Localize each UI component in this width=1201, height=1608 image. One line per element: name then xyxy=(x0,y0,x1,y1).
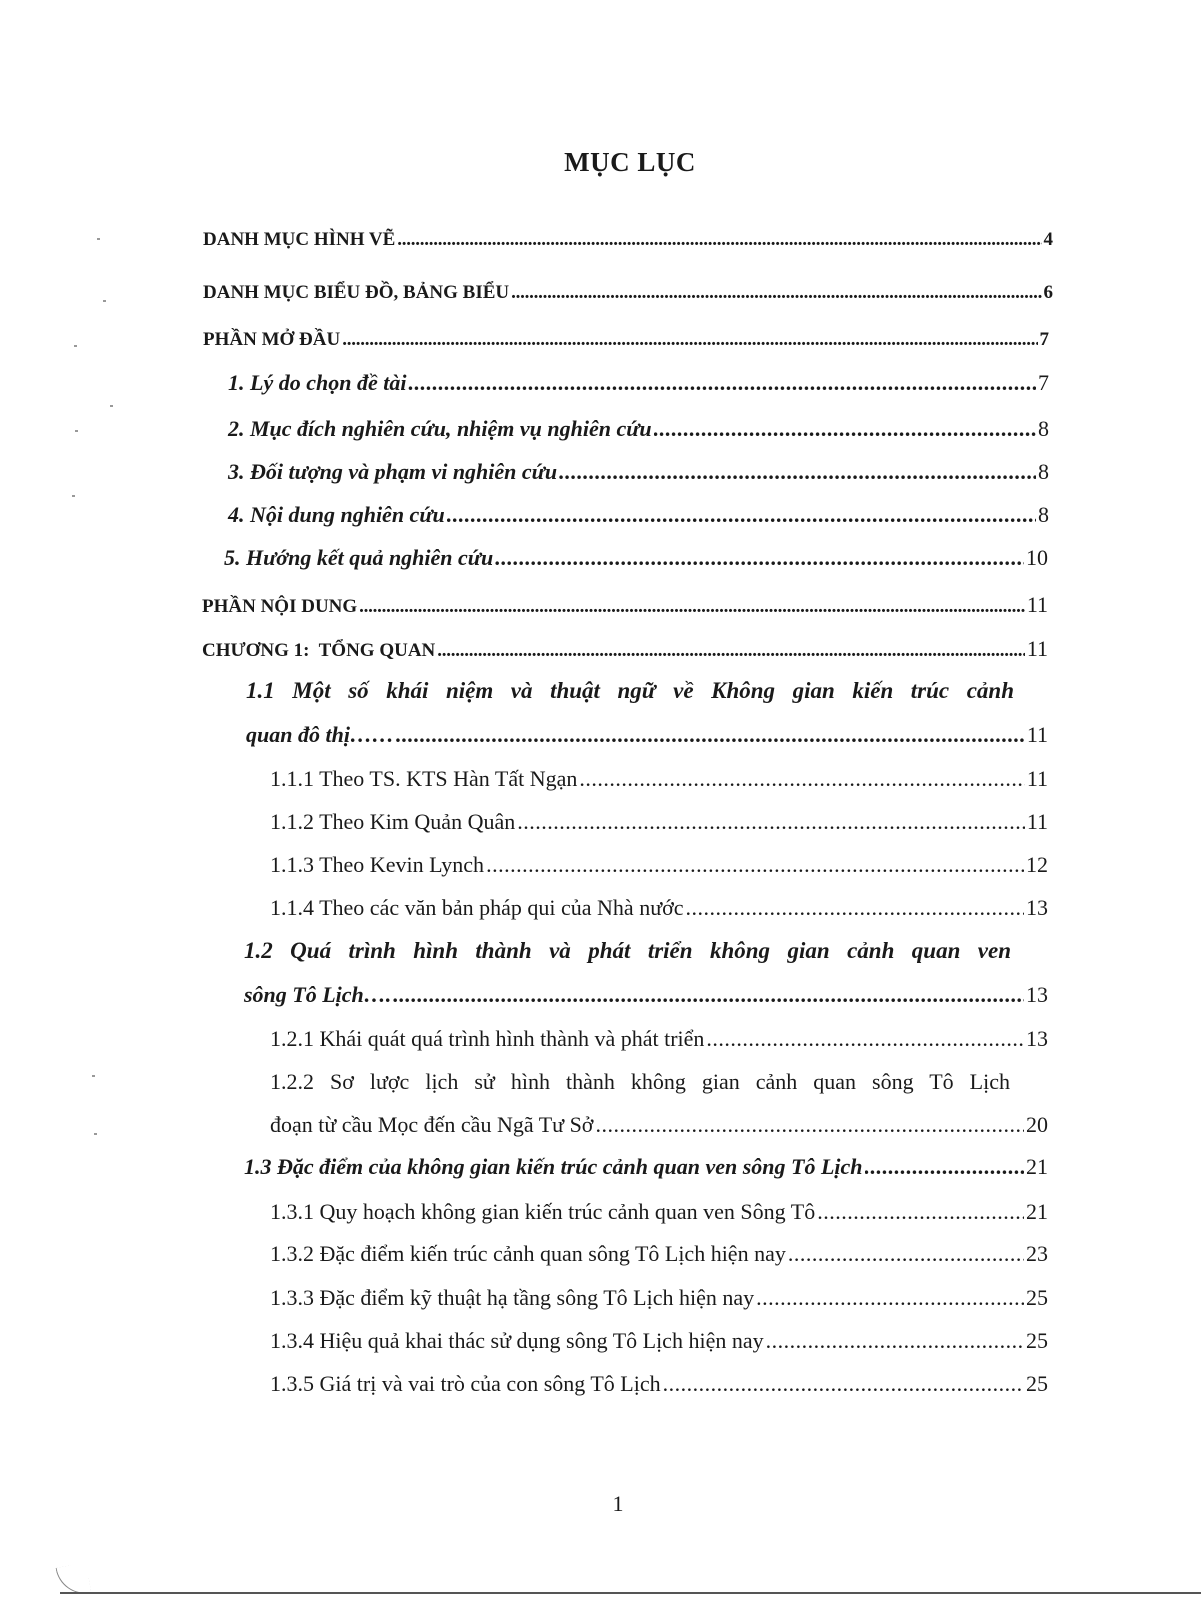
scan-speck xyxy=(110,405,113,407)
toc-entry xyxy=(203,329,1049,351)
toc-entry-label: sông Tô Lịch…. xyxy=(244,982,392,1007)
toc-entry xyxy=(270,895,1048,921)
toc-entry-page: 11 xyxy=(1026,592,1048,617)
toc-entry-page: 7 xyxy=(1039,329,1049,350)
toc-entry-page: 25 xyxy=(1026,1285,1048,1310)
toc-entry-line1: 1.2 Quá trình hình thành và phát triển không gian cảnh quan ven xyxy=(244,938,1011,963)
toc-entry-page: 13 xyxy=(1026,1026,1048,1051)
toc-entry xyxy=(228,416,1049,442)
scan-speck xyxy=(103,300,106,302)
toc-entry-label: 1.3.4 Hiệu quả khai thác sử dụng sông Tô Lịch hiện nay xyxy=(270,1328,764,1353)
toc-leader-dots xyxy=(393,982,1024,1008)
scan-speck xyxy=(74,345,77,347)
toc-leader-dots xyxy=(595,1112,1024,1138)
toc-entry xyxy=(244,1154,1048,1180)
toc-entry-page: 21 xyxy=(1026,1154,1048,1179)
toc-entry xyxy=(270,1199,1048,1225)
page-number: 1 xyxy=(612,1491,624,1516)
toc-leader-dots xyxy=(817,1199,1024,1225)
toc-entry xyxy=(270,1328,1048,1354)
toc-entry xyxy=(224,545,1048,571)
scan-speck xyxy=(97,238,100,240)
toc-leader-dots xyxy=(396,722,1025,748)
toc-entry-page: 25 xyxy=(1026,1371,1048,1396)
toc-entry xyxy=(228,502,1049,528)
toc-entry-page: 10 xyxy=(1026,545,1048,570)
toc-entry-line1: 1.1 Một số khái niệm và thuật ngữ về Không gian kiến trúc cảnh xyxy=(246,678,1014,703)
toc-entry-label: 1. Lý do chọn đề tài xyxy=(228,370,407,395)
toc-entry xyxy=(202,636,1048,662)
toc-entry-label: 1.2.1 Khái quát quá trình hình thành và phát triển xyxy=(270,1026,705,1051)
toc-entry-page: 7 xyxy=(1038,370,1049,395)
toc-leader-dots xyxy=(579,766,1024,792)
scan-speck xyxy=(92,1075,95,1077)
toc-entry-label: quan đô thị…… xyxy=(246,722,394,747)
toc-entry-page: 13 xyxy=(1026,982,1048,1007)
toc-entry-page: 8 xyxy=(1038,502,1049,527)
toc-leader-dots xyxy=(663,1371,1024,1397)
toc-entry-page: 8 xyxy=(1038,459,1049,484)
toc-leader-dots xyxy=(706,1026,1024,1052)
toc-entry-label: 4. Nội dung nghiên cứu xyxy=(228,502,445,527)
toc-entry xyxy=(270,1112,1048,1138)
scan-speck xyxy=(75,430,78,432)
toc-leader-dots xyxy=(342,329,1037,351)
toc-entry-label: DANH MỤC BIỂU ĐỒ, BẢNG BIỂU xyxy=(203,282,510,303)
toc-entry xyxy=(270,766,1048,792)
toc-entry-label: 5. Hướng kết quả nghiên cứu xyxy=(224,545,494,570)
toc-entry-page: 4 xyxy=(1043,229,1053,250)
toc-entry-page: 6 xyxy=(1043,282,1053,303)
toc-entry-label: 3. Đối tượng và phạm vi nghiên cứu xyxy=(228,459,558,484)
toc-entry-page: 23 xyxy=(1026,1241,1048,1266)
toc-leader-dots xyxy=(511,282,1041,304)
toc-entry-label: 1.3.3 Đặc điểm kỹ thuật hạ tầng sông Tô Lịch hiện nay xyxy=(270,1285,755,1310)
toc-leader-dots xyxy=(865,1154,1024,1180)
toc-entry-label: 1.3 Đặc điểm của không gian kiến trúc cảnh quan ven sông Tô Lịch xyxy=(244,1154,863,1179)
toc-entry xyxy=(270,1285,1048,1311)
toc-entry xyxy=(270,1241,1048,1267)
toc-entry xyxy=(228,370,1049,396)
toc-leader-dots xyxy=(788,1241,1024,1267)
toc-entry-page: 11 xyxy=(1026,809,1048,834)
toc-leader-dots xyxy=(756,1285,1024,1311)
toc-entry xyxy=(270,852,1048,878)
toc-entry-label: 1.3.2 Đặc điểm kiến trúc cảnh quan sông Tô Lịch hiện nay xyxy=(270,1241,786,1266)
toc-entry xyxy=(203,229,1053,251)
scan-speck xyxy=(72,495,75,497)
toc-leader-dots xyxy=(686,895,1024,921)
toc-entry-page: 25 xyxy=(1026,1328,1048,1353)
toc-leader-dots xyxy=(437,640,1025,662)
page-bottom-edge xyxy=(60,1592,1201,1594)
toc-entry-label: DANH MỤC HÌNH VẼ xyxy=(203,229,396,250)
toc-entry-label: 1.1.3 Theo Kevin Lynch xyxy=(270,852,485,877)
toc-entry-label: đoạn từ cầu Mọc đến cầu Ngã Tư Sở xyxy=(270,1112,594,1137)
toc-entry-page: 13 xyxy=(1026,895,1048,920)
toc-entry-page: 20 xyxy=(1026,1112,1048,1137)
toc-entry-label: 1.1.1 Theo TS. KTS Hàn Tất Ngạn xyxy=(270,766,578,791)
toc-entry xyxy=(203,282,1053,304)
toc-entry xyxy=(246,722,1048,748)
toc-entry-label: 1.3.5 Giá trị và vai trò của con sông Tô Lịch xyxy=(270,1371,661,1396)
toc-leader-dots xyxy=(517,809,1025,835)
toc-entry xyxy=(202,592,1048,618)
toc-entry xyxy=(270,1371,1048,1397)
toc-leader-dots xyxy=(495,545,1024,571)
toc-leader-dots xyxy=(359,596,1025,618)
toc-entry-label: 1.1.2 Theo Kim Quản Quân xyxy=(270,809,516,834)
toc-entry-label: 2. Mục đích nghiên cứu, nhiệm vụ nghiên cứu xyxy=(228,416,652,441)
toc-entry-label: CHƯƠNG 1: TỔNG QUAN xyxy=(202,640,436,661)
toc-entry-label: PHẦN MỞ ĐẦU xyxy=(203,329,341,350)
toc-entry-page: 12 xyxy=(1026,852,1048,877)
toc-leader-dots xyxy=(408,370,1036,396)
toc-leader-dots xyxy=(447,502,1036,528)
toc-entry-line1: 1.2.2 Sơ lược lịch sử hình thành không gian cảnh quan sông Tô Lịch xyxy=(270,1069,1010,1094)
toc-entry-label: PHẦN NỘI DUNG xyxy=(202,596,358,617)
toc-entry-page: 11 xyxy=(1026,722,1048,747)
toc-entry-page: 8 xyxy=(1038,416,1049,441)
toc-leader-dots xyxy=(654,416,1036,442)
page-title: MỤC LỤC xyxy=(564,147,696,177)
toc-leader-dots xyxy=(397,229,1041,251)
toc-leader-dots xyxy=(559,459,1036,485)
toc-entry-label: 1.1.4 Theo các văn bản pháp qui của Nhà nước xyxy=(270,895,684,920)
toc-entry-page: 21 xyxy=(1026,1199,1048,1224)
toc-leader-dots xyxy=(486,852,1024,878)
toc-entry-page: 11 xyxy=(1026,636,1048,661)
toc-entry xyxy=(244,982,1048,1008)
toc-entry xyxy=(228,459,1049,485)
toc-entry xyxy=(270,1026,1048,1052)
toc-entry xyxy=(270,809,1048,835)
scan-speck xyxy=(94,1133,97,1135)
toc-entry-label: 1.3.1 Quy hoạch không gian kiến trúc cảnh quan ven Sông Tô xyxy=(270,1199,816,1224)
toc-entry-page: 11 xyxy=(1026,766,1048,791)
toc-leader-dots xyxy=(766,1328,1024,1354)
